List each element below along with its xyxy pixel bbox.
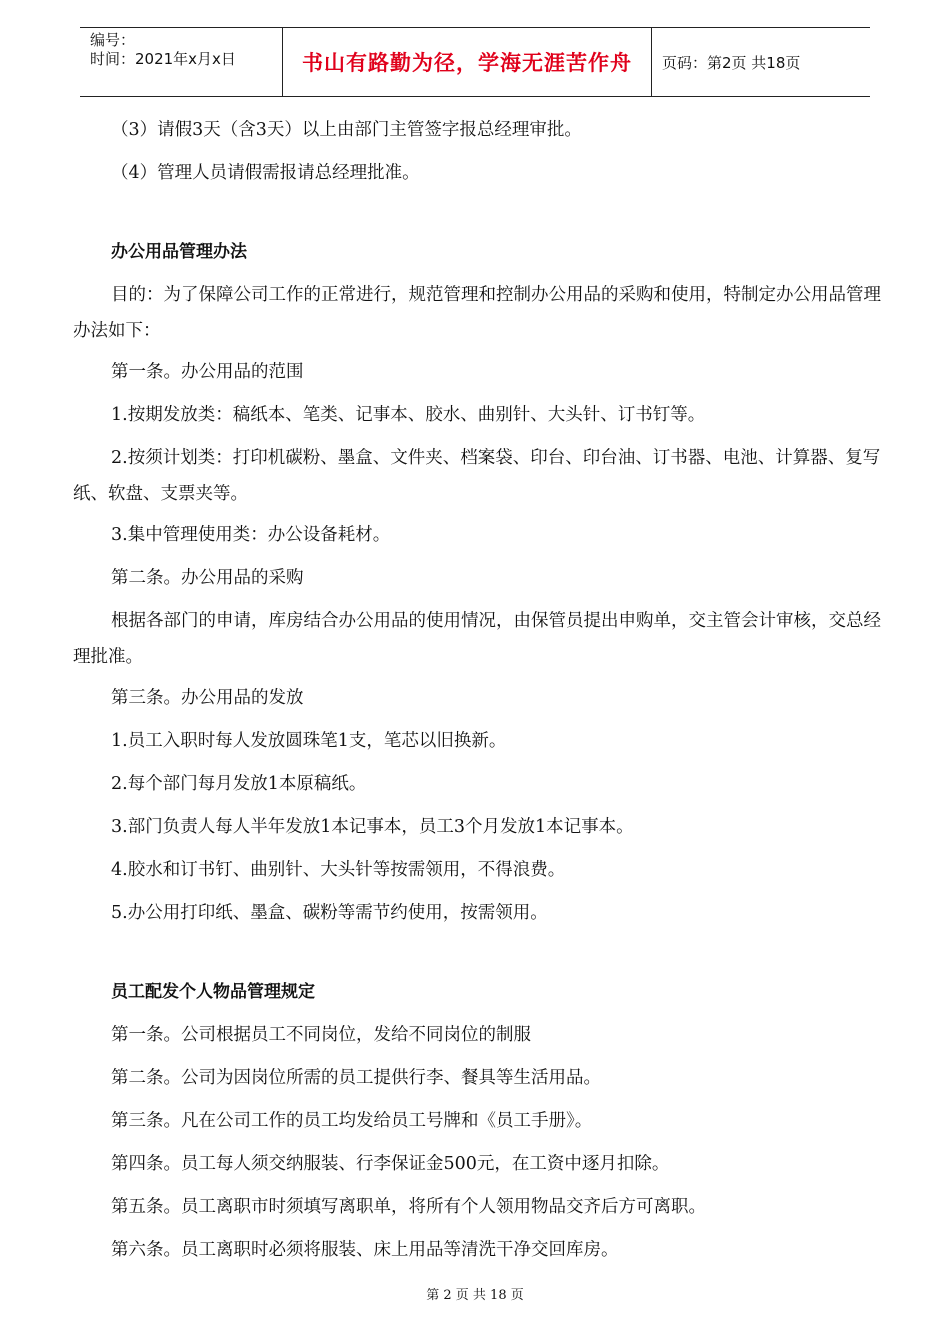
- paragraph: 5.办公用打印纸、墨盒、碳粉等需节约使用，按需领用。: [111, 903, 548, 923]
- paragraph: 第二条。办公用品的采购: [111, 568, 304, 588]
- paragraph: 第三条。凡在公司工作的员工均发给员工号牌和《员工手册》。: [111, 1111, 593, 1131]
- spacer: [73, 938, 891, 974]
- paragraph: 第三条。办公用品的发放: [111, 688, 304, 708]
- number-label: 编号：: [90, 31, 136, 49]
- date-label: 时间：2021年x月x日: [90, 50, 236, 68]
- spacer: [73, 198, 891, 234]
- document-body: [73, 112, 891, 1275]
- paragraph: 2.每个部门每月发放1本原稿纸。: [111, 774, 367, 794]
- paragraph: 1.按期发放类：稿纸本、笔类、记事本、胶水、曲别针、大头针、订书钉等。: [111, 405, 706, 425]
- header-page-info: 页码：第2页 共18页: [662, 53, 801, 72]
- paragraph: 第一条。办公用品的范围: [111, 362, 304, 382]
- paragraph: 根据各部门的申请，库房结合办公用品的使用情况，由保管员提出申购单，交主管会计审核，交总经理批准。: [73, 611, 881, 667]
- paragraph: 1.员工入职时每人发放圆珠笔1支，笔芯以旧换新。: [111, 731, 507, 751]
- paragraph: 目的：为了保障公司工作的正常进行，规范管理和控制办公用品的采购和使用，特制定办公用品管理办法如下：: [73, 285, 881, 341]
- section-heading: 员工配发个人物品管理规定: [111, 982, 315, 1002]
- page-footer: 第 2 页 共 18 页: [426, 1288, 524, 1303]
- header-motto: 书山有路勤为径，学海无涯苦作舟: [283, 28, 652, 96]
- paragraph: 4.胶水和订书钉、曲别针、大头针等按需领用，不得浪费。: [111, 860, 566, 880]
- header-meta: [80, 28, 283, 96]
- section-heading: 办公用品管理办法: [111, 242, 247, 262]
- paragraph: 3.部门负责人每人半年发放1本记事本，员工3个月发放1本记事本。: [111, 817, 634, 837]
- paragraph: （3）请假3天（含3天）以上由部门主管签字报总经理审批。: [111, 120, 582, 140]
- paragraph: 第二条。公司为因岗位所需的员工提供行李、餐具等生活用品。: [111, 1068, 601, 1088]
- paragraph: （4）管理人员请假需报请总经理批准。: [111, 163, 420, 183]
- paragraph: 3.集中管理使用类：办公设备耗材。: [111, 525, 391, 545]
- paragraph: 第六条。员工离职时必须将服装、床上用品等清洗干净交回库房。: [111, 1240, 619, 1260]
- paragraph: 第一条。公司根据员工不同岗位，发给不同岗位的制服: [111, 1025, 531, 1045]
- paragraph: 第五条。员工离职市时须填写离职单，将所有个人领用物品交齐后方可离职。: [111, 1197, 706, 1217]
- paragraph: 2.按须计划类：打印机碳粉、墨盒、文件夹、档案袋、印台、印台油、订书器、电池、计算器、复写纸、软盘、支票夹等。: [73, 448, 881, 504]
- paragraph: 第四条。员工每人须交纳服装、行李保证金500元，在工资中逐月扣除。: [111, 1154, 670, 1174]
- page-header: [80, 27, 870, 97]
